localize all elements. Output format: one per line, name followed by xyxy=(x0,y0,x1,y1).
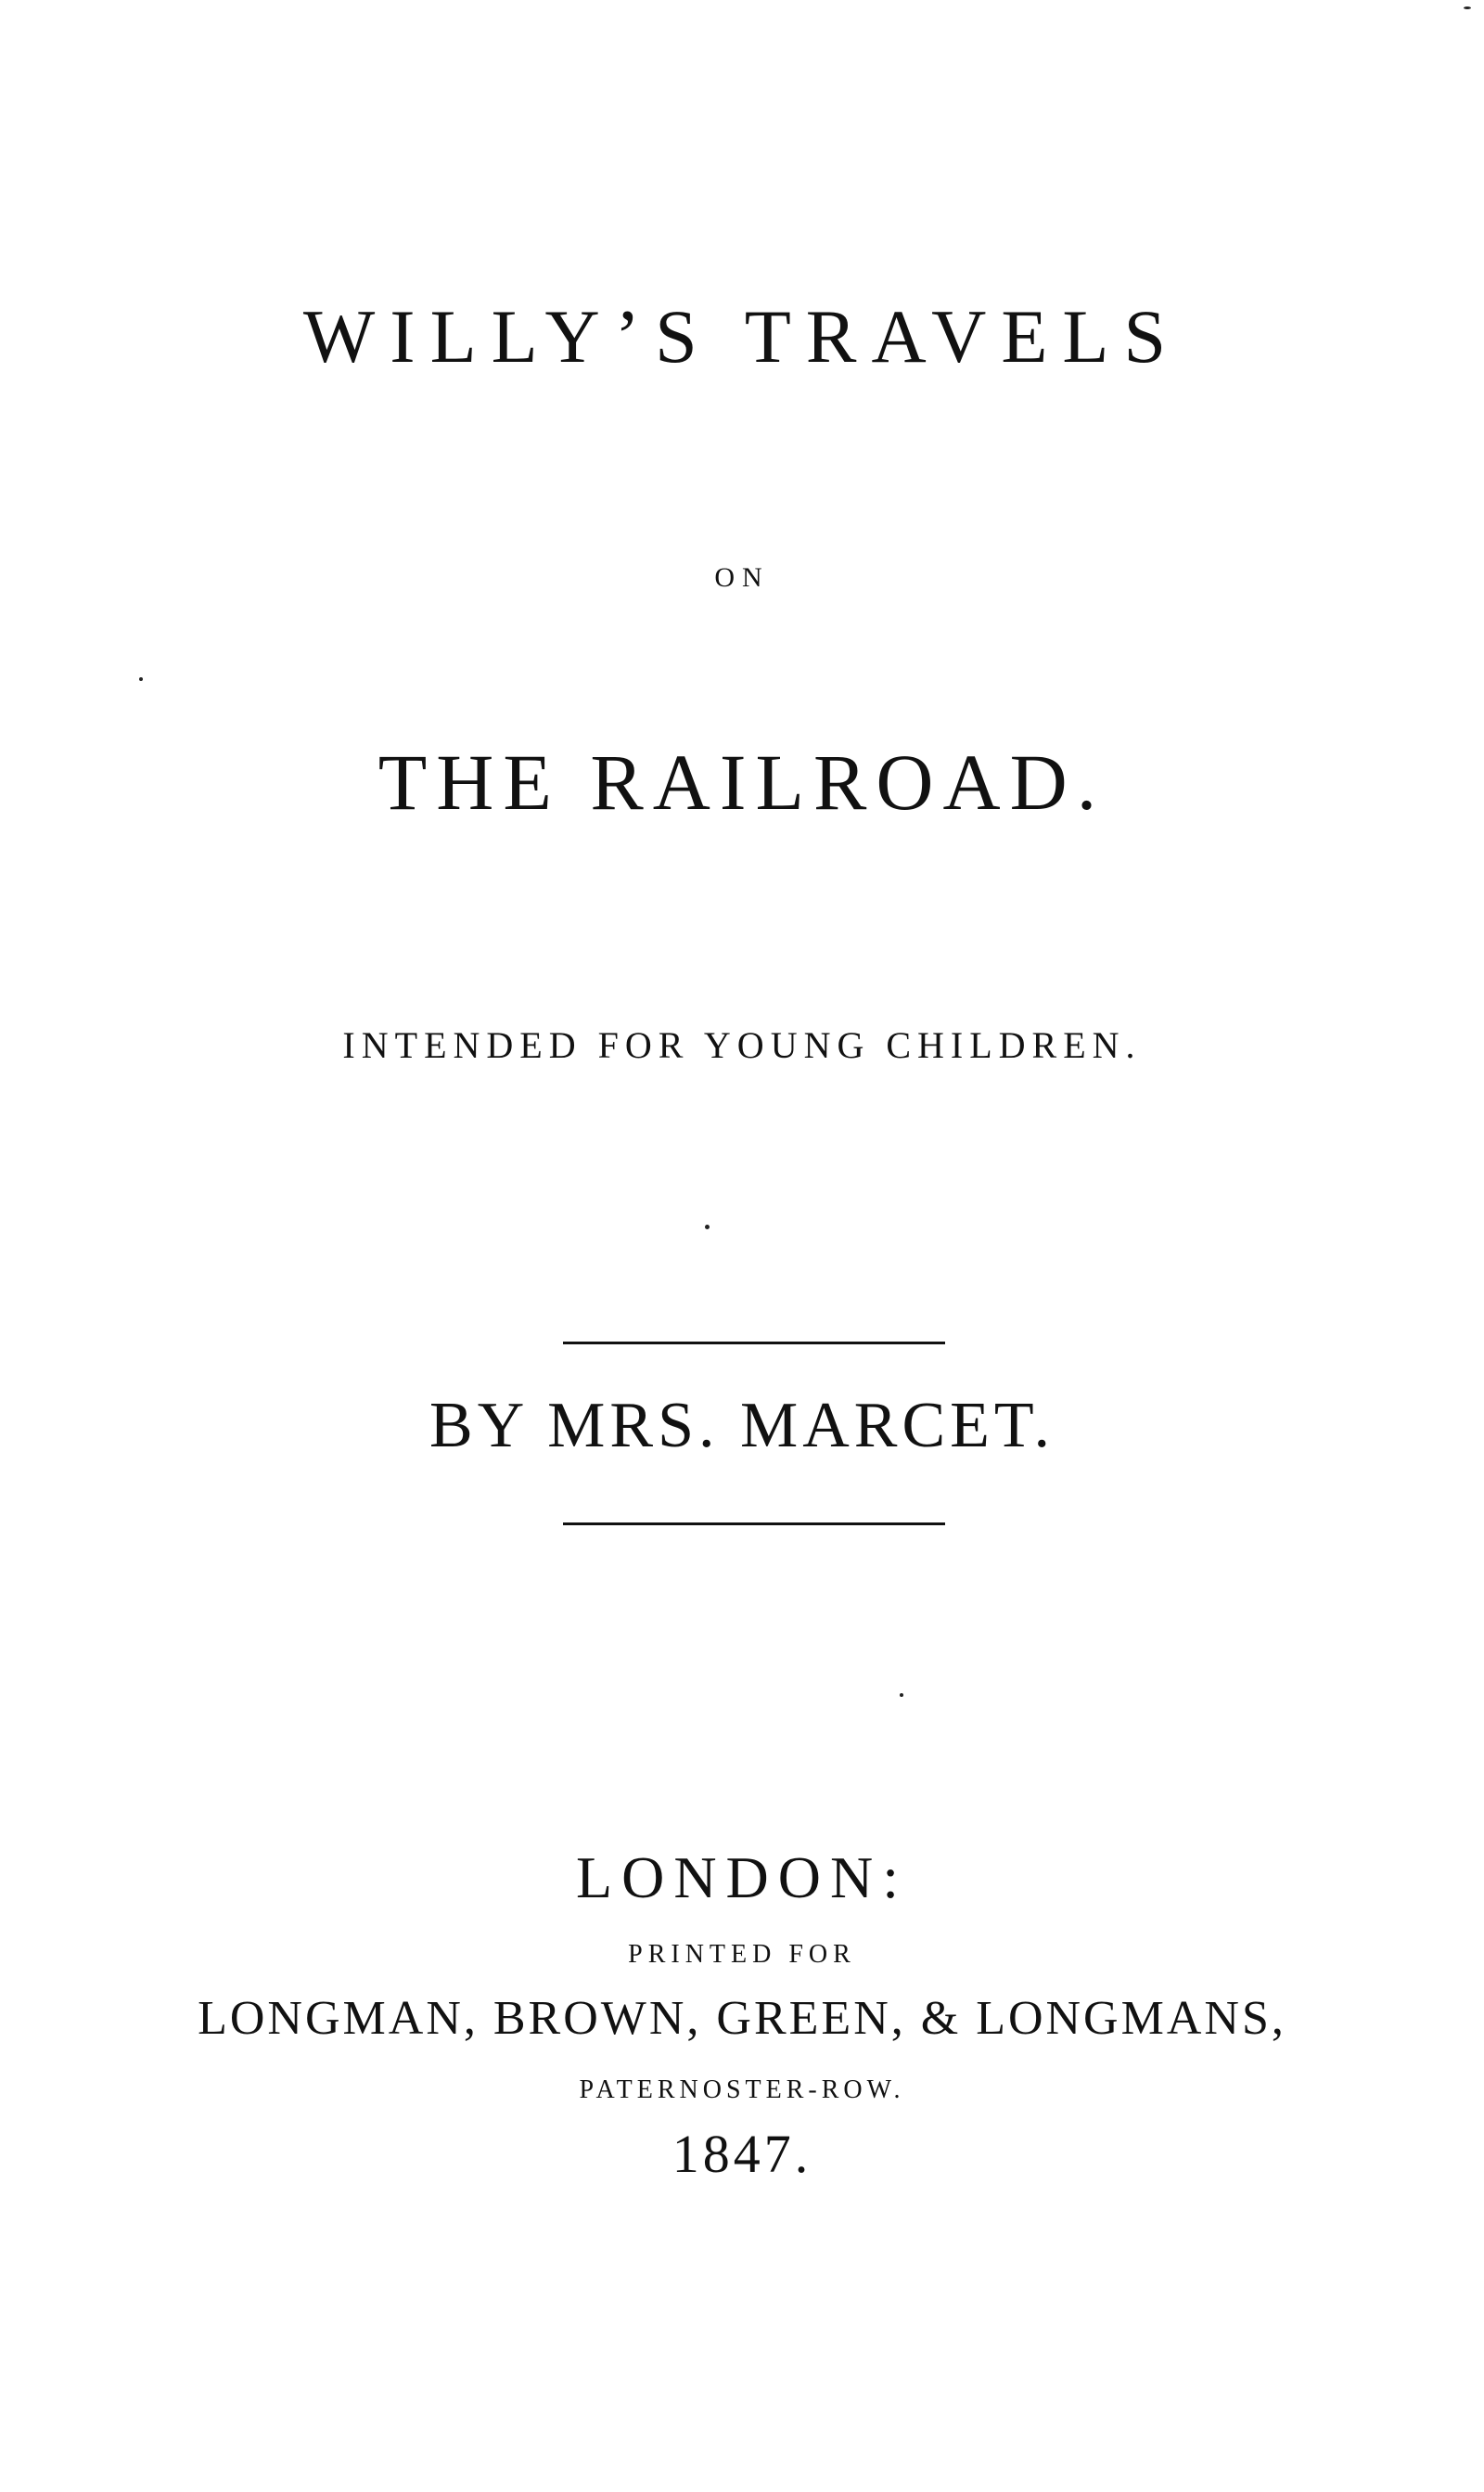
book-subtitle: INTENDED FOR YOUNG CHILDREN. xyxy=(342,1024,1142,1066)
scan-speck xyxy=(139,677,143,681)
imprint-printed-for: PRINTED FOR xyxy=(628,1940,856,1969)
book-title-line-2: THE RAILROAD. xyxy=(377,738,1107,827)
lower-rule xyxy=(563,1522,945,1525)
author-line: BY MRS. MARCET. xyxy=(429,1390,1055,1461)
imprint-publisher: LONGMAN, BROWN, GREEN, & LONGMANS, xyxy=(198,1992,1286,2045)
imprint-place: LONDON: xyxy=(576,1844,908,1910)
scan-speck xyxy=(1464,6,1471,9)
book-title-connector: ON xyxy=(714,562,770,593)
imprint-street: PATERNOSTER-ROW. xyxy=(579,2075,905,2104)
scan-speck xyxy=(705,1225,710,1229)
scan-speck xyxy=(900,1693,903,1697)
book-title-line-1: WILLY’S TRAVELS xyxy=(302,294,1182,379)
imprint-year: 1847. xyxy=(672,2124,812,2184)
upper-rule xyxy=(563,1342,945,1344)
